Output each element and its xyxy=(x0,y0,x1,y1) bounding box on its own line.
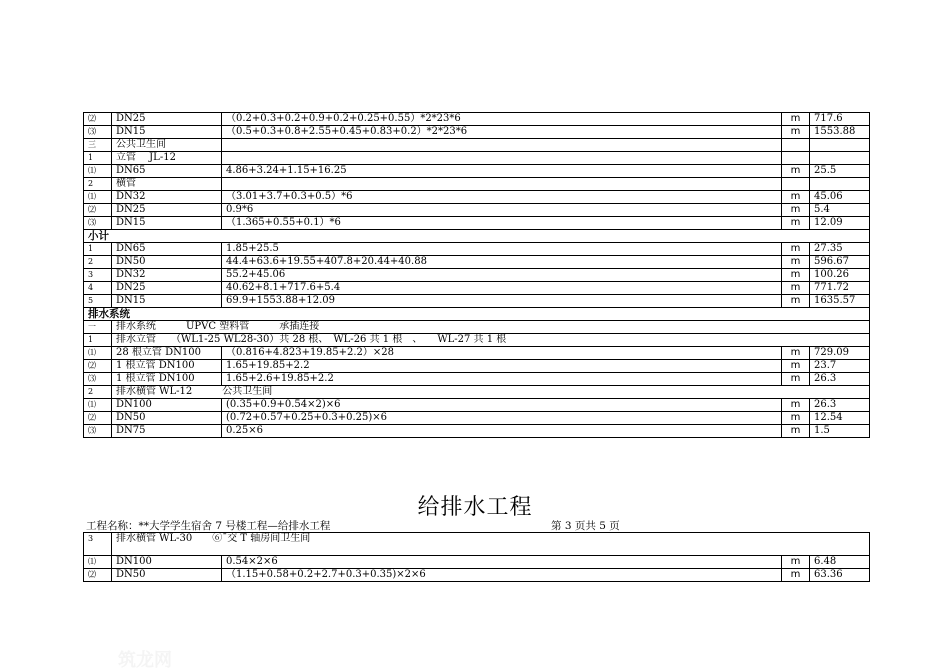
item-formula xyxy=(222,178,782,191)
item-number: ⑶ xyxy=(84,373,112,386)
item-name: DN32 xyxy=(112,269,222,282)
item-number: 1 xyxy=(84,243,112,256)
item-formula: 55.2+45.06 xyxy=(222,269,782,282)
table-row xyxy=(84,334,870,347)
item-number: 4 xyxy=(84,282,112,295)
item-name: DN15 xyxy=(112,295,222,308)
item-name: 横管 xyxy=(112,178,222,191)
item-description: 排水横管 WL-30 ⑥ˉ交 T 轴房间卫生间 xyxy=(112,533,870,556)
item-number: 一 xyxy=(84,321,112,334)
item-unit: m xyxy=(782,347,810,360)
item-number: ⑴ xyxy=(84,399,112,412)
item-name: 28 根立管 DN100 xyxy=(112,347,222,360)
item-unit: m xyxy=(782,126,810,139)
item-formula: (0.35+0.9+0.54×2)×6 xyxy=(222,399,782,412)
item-unit: m xyxy=(782,113,810,126)
item-unit: m xyxy=(782,295,810,308)
table-row xyxy=(84,386,870,399)
item-number: ⑶ xyxy=(84,217,112,230)
item-number: ⑴ xyxy=(84,165,112,178)
project-name: 工程名称：**大学学生宿舍 7 号楼工程—给排水工程 xyxy=(86,520,331,532)
table-row xyxy=(84,360,870,373)
item-name: DN100 xyxy=(112,556,222,569)
item-number: 三 xyxy=(84,139,112,152)
item-unit: m xyxy=(782,204,810,217)
item-unit: m xyxy=(782,569,810,582)
item-name: DN65 xyxy=(112,165,222,178)
item-quantity: 6.48 xyxy=(810,556,870,569)
item-name: DN25 xyxy=(112,204,222,217)
table-row xyxy=(84,321,870,334)
item-number: 2 xyxy=(84,178,112,191)
item-name: DN25 xyxy=(112,113,222,126)
table-row xyxy=(84,373,870,386)
item-name: DN100 xyxy=(112,399,222,412)
item-number: 1 xyxy=(84,334,112,347)
item-quantity: 26.3 xyxy=(810,373,870,386)
item-number: ⑶ xyxy=(84,126,112,139)
item-description: 排水系统 UPVC 塑料管 承插连接 xyxy=(112,321,870,334)
item-quantity: 1553.88 xyxy=(810,126,870,139)
item-number: ⑶ xyxy=(84,425,112,438)
item-formula: 69.9+1553.88+12.09 xyxy=(222,295,782,308)
item-number: ⑴ xyxy=(84,556,112,569)
item-unit: m xyxy=(782,282,810,295)
item-quantity: 12.54 xyxy=(810,412,870,425)
table-row xyxy=(84,412,870,425)
table-row xyxy=(84,178,870,191)
item-unit: m xyxy=(782,360,810,373)
item-formula: （3.01+3.7+0.3+0.5）*6 xyxy=(222,191,782,204)
item-quantity: 596.67 xyxy=(810,256,870,269)
watermark: 筑龙网 xyxy=(118,650,172,671)
table-row xyxy=(84,191,870,204)
table-row xyxy=(84,425,870,438)
section-heading: 排水系统 xyxy=(84,308,870,321)
table-row xyxy=(84,165,870,178)
item-number: ⑴ xyxy=(84,191,112,204)
table-row xyxy=(84,308,870,321)
item-formula: 0.54×2×6 xyxy=(222,556,782,569)
item-unit: m xyxy=(782,217,810,230)
item-number: ⑵ xyxy=(84,360,112,373)
item-name: DN50 xyxy=(112,256,222,269)
item-quantity: 5.4 xyxy=(810,204,870,217)
item-description: 排水横管 WL-12 公共卫生间 xyxy=(112,386,870,399)
item-name: DN50 xyxy=(112,412,222,425)
item-unit: m xyxy=(782,269,810,282)
item-formula: 0.9*6 xyxy=(222,204,782,217)
table-row xyxy=(84,295,870,308)
item-name: DN32 xyxy=(112,191,222,204)
item-number: 1 xyxy=(84,152,112,165)
item-quantity: 26.3 xyxy=(810,399,870,412)
item-unit: m xyxy=(782,191,810,204)
table-row xyxy=(84,347,870,360)
item-formula: 1.65+19.85+2.2 xyxy=(222,360,782,373)
item-unit: m xyxy=(782,399,810,412)
table-row xyxy=(84,230,870,243)
item-name: DN15 xyxy=(112,217,222,230)
item-quantity: 1635.57 xyxy=(810,295,870,308)
item-number: 3 xyxy=(84,269,112,282)
item-name: 1 根立管 DN100 xyxy=(112,373,222,386)
table-row xyxy=(84,204,870,217)
item-unit: m xyxy=(782,556,810,569)
table-row xyxy=(84,113,870,126)
table-row xyxy=(84,217,870,230)
table-row xyxy=(84,399,870,412)
item-quantity: 1.5 xyxy=(810,425,870,438)
item-number: 2 xyxy=(84,256,112,269)
item-name: DN25 xyxy=(112,282,222,295)
item-formula xyxy=(222,152,782,165)
page-title: 给排水工程 xyxy=(417,495,533,520)
table-row xyxy=(84,269,870,282)
item-quantity: 771.72 xyxy=(810,282,870,295)
item-quantity: 12.09 xyxy=(810,217,870,230)
item-unit: m xyxy=(782,165,810,178)
item-formula: （0.5+0.3+0.8+2.55+0.45+0.83+0.2）*2*23*6 xyxy=(222,126,782,139)
table-row xyxy=(84,256,870,269)
item-quantity: 63.36 xyxy=(810,569,870,582)
table-row xyxy=(84,139,870,152)
item-name: 1 根立管 DN100 xyxy=(112,360,222,373)
table-row xyxy=(84,126,870,139)
item-quantity: 25.5 xyxy=(810,165,870,178)
item-number: 5 xyxy=(84,295,112,308)
item-quantity xyxy=(810,152,870,165)
item-formula: 40.62+8.1+717.6+5.4 xyxy=(222,282,782,295)
item-name: DN75 xyxy=(112,425,222,438)
item-number: ⑵ xyxy=(84,412,112,425)
quantity-table-continued xyxy=(83,532,870,582)
table-row xyxy=(84,282,870,295)
item-quantity: 100.26 xyxy=(810,269,870,282)
item-quantity: 27.35 xyxy=(810,243,870,256)
item-number: ⑴ xyxy=(84,347,112,360)
item-unit: m xyxy=(782,412,810,425)
item-unit: m xyxy=(782,243,810,256)
item-unit xyxy=(782,139,810,152)
item-number: ⑵ xyxy=(84,569,112,582)
item-formula: (0.72+0.57+0.25+0.3+0.25)×6 xyxy=(222,412,782,425)
item-formula: 44.4+63.6+19.55+407.8+20.44+40.88 xyxy=(222,256,782,269)
item-quantity: 729.09 xyxy=(810,347,870,360)
item-number: ⑵ xyxy=(84,113,112,126)
item-unit xyxy=(782,152,810,165)
section-heading: 小计 xyxy=(84,230,870,243)
item-name: DN50 xyxy=(112,569,222,582)
item-formula: 0.25×6 xyxy=(222,425,782,438)
item-unit: m xyxy=(782,373,810,386)
item-formula: 1.65+2.6+19.85+2.2 xyxy=(222,373,782,386)
item-formula: 1.85+25.5 xyxy=(222,243,782,256)
item-unit: m xyxy=(782,425,810,438)
item-name: DN15 xyxy=(112,126,222,139)
item-name: DN65 xyxy=(112,243,222,256)
item-quantity: 45.06 xyxy=(810,191,870,204)
item-name: 公共卫生间 xyxy=(112,139,222,152)
table-row xyxy=(84,243,870,256)
item-formula: （0.816+4.823+19.85+2.2）×28 xyxy=(222,347,782,360)
page-number: 第 3 页共 5 页 xyxy=(551,520,620,532)
item-unit: m xyxy=(782,256,810,269)
item-formula: 4.86+3.24+1.15+16.25 xyxy=(222,165,782,178)
quantity-table-main xyxy=(83,112,870,438)
item-formula: （0.2+0.3+0.2+0.9+0.2+0.25+0.55）*2*23*6 xyxy=(222,113,782,126)
item-unit xyxy=(782,178,810,191)
table-row xyxy=(84,569,870,582)
item-number: 3 xyxy=(84,533,112,556)
item-quantity: 717.6 xyxy=(810,113,870,126)
table-row xyxy=(84,556,870,569)
item-formula: （1.365+0.55+0.1）*6 xyxy=(222,217,782,230)
item-formula xyxy=(222,139,782,152)
table-row xyxy=(84,533,870,556)
item-quantity xyxy=(810,139,870,152)
table-row xyxy=(84,152,870,165)
item-name: 立管 JL-12 xyxy=(112,152,222,165)
item-number: 2 xyxy=(84,386,112,399)
item-quantity: 23.7 xyxy=(810,360,870,373)
item-formula: （1.15+0.58+0.2+2.7+0.3+0.35)×2×6 xyxy=(222,569,782,582)
item-description: 排水立管 （WL1-25 WL28-30）共 28 根、 WL-26 共 1 根 、 WL-27 共 1 根 xyxy=(112,334,870,347)
item-number: ⑵ xyxy=(84,204,112,217)
item-quantity xyxy=(810,178,870,191)
